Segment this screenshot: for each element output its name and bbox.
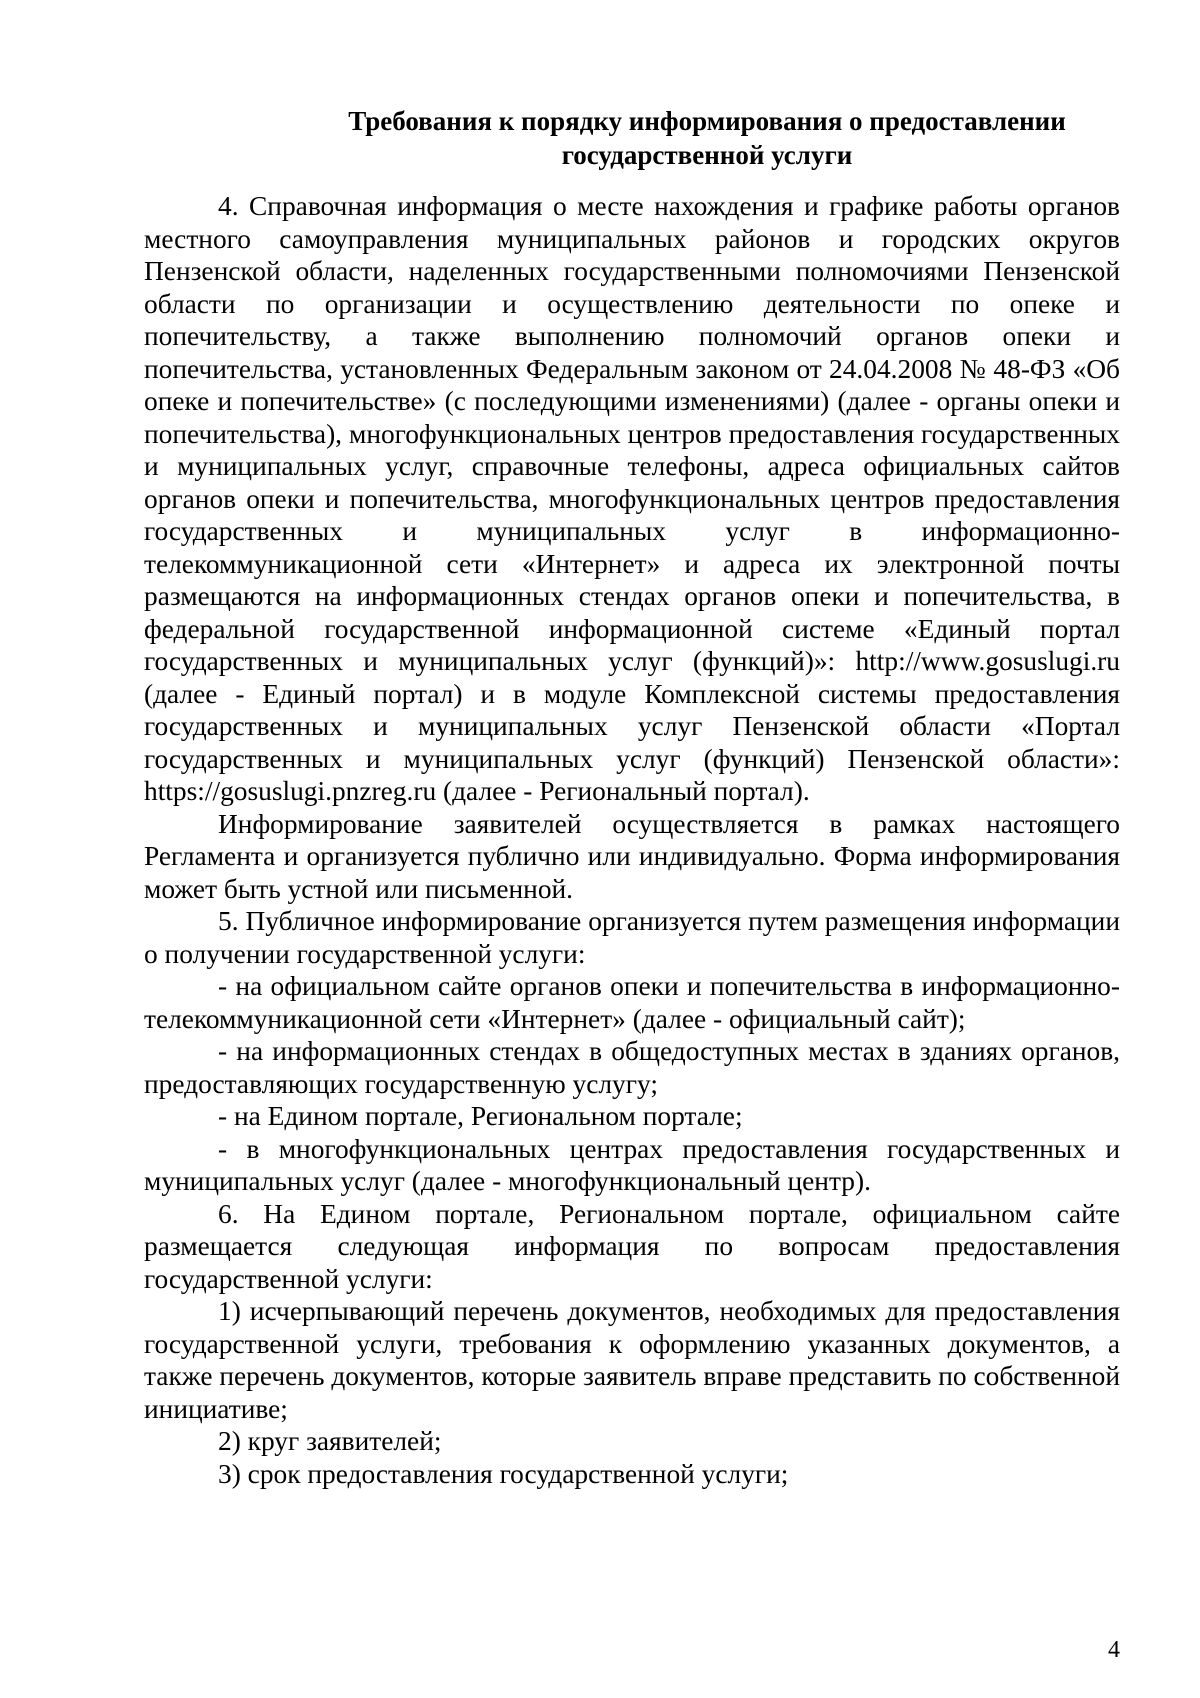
list-item-applicants: 2) круг заявителей;: [218, 1426, 442, 1456]
list-item-service-term: 3) срок предоставления государственной услуги;: [218, 1458, 789, 1489]
paragraph-4-reference-info: 4. Справочная информация о месте нахождения и графике работы органов местного самоуправления муниципальных районов и городских округов Пензенской области, наделенных государственными полномочиями Пензенской области по организации и осуществлению деятельности по опеке и попечительству, а также выполнению полномочий органов опеки и попечительства, установленных Федеральным законом от 24.04.2008 № 48-ФЗ «Об опеке и попечительстве» (с последующими изменениями) (далее - органы опеки и попечительства), многофункциональных центров предоставления государственных и муниципальных услуг, справочные телефоны, адреса официальных сайтов органов опеки и попечительства, многофункциональных центров предоставления государственных и муниципальных услуг в информационно-телекоммуникационной сети «Интернет» и адреса их электронной почты размещаются на информационных стендах органов опеки и попечительства, в федеральной государственной информационной системе «Единый портал государственных и муниципальных услуг (функций)»: http://www.gosuslugi.ru (далее - Единый портал) и в модуле Комплексной системы предоставления государственных и муниципальных услуг Пензенской области «Портал государственных и муниципальных услуг (функций) Пензенской области»: https://gosuslugi.pnzreg.ru (далее - Региональный портал).: [144, 191, 1120, 806]
list-item-documents: 1) исчерпывающий перечень документов, необходимых для предоставления государственной услуги, требования к оформлению указанных документов, а также перечень документов, которые заявитель вправе представить по собственной инициативе;: [144, 1296, 1120, 1424]
page-number: 4: [1108, 1637, 1120, 1663]
section-heading-line-1: Требования к порядку информирования о предоставлении: [348, 106, 1066, 136]
section-heading: [144, 104, 1120, 172]
list-item-info-stands: - на информационных стендах в общедоступных местах в зданиях органов, предоставляющих государственную услугу;: [144, 1036, 1120, 1099]
list-item-official-site: - на официальном сайте органов опеки и попечительства в информационно-телекоммуникационной сети «Интернет» (далее - официальный сайт);: [144, 971, 1120, 1034]
paragraph-informing-forms: Информирование заявителей осуществляется в рамках настоящего Регламента и организуется публично или индивидуально. Форма информирования может быть устной или письменной.: [144, 808, 1120, 904]
paragraph-5-public-informing: 5. Публичное информирование организуется путем размещения информации о получении государственной услуги:: [144, 906, 1120, 969]
list-item-portals: - на Едином портале, Региональном портале;: [218, 1101, 743, 1131]
section-heading-line-2: государственной услуги: [561, 140, 853, 170]
paragraph-6-portal-info: 6. На Едином портале, Региональном портале, официальном сайте размещается следующая информация по вопросам предоставления государственной услуги:: [144, 1198, 1120, 1294]
list-item-mfc: - в многофункциональных центрах предоставления государственных и муниципальных услуг (далее - многофункциональный центр).: [144, 1133, 1120, 1196]
document-body: [144, 104, 1120, 1490]
